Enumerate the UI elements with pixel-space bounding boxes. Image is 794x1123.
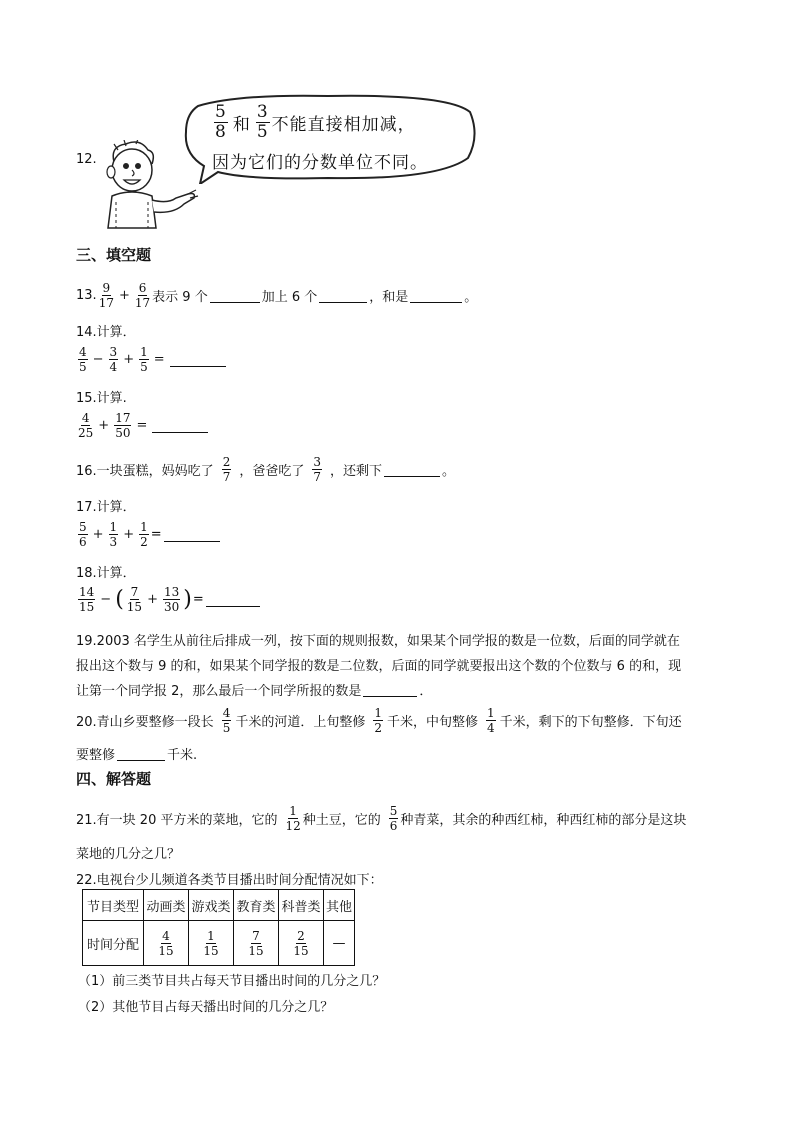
- fraction: $\frac{1}{4}$: [487, 706, 495, 735]
- question-15-label: 15.计算.: [76, 391, 127, 406]
- fraction: $\frac{1}{3}$: [109, 520, 118, 549]
- question-18-expression: $\frac{14}{15}$ − ( $\frac{7}{15}$ + $\frac{13}{30}$ ) =: [76, 586, 262, 613]
- question-22-sub1: （1）前三类节目共占每天节目播出时间的几分之几？: [78, 974, 386, 989]
- question-20-line1: 20.青山乡要整修一段长 $\frac{4}{5}$ 千米的河道．上旬整修 $\frac{1}{2}$ 千米，中旬整修 $\frac{1}{4}$ 千米，剩下的下旬整修．下旬还: [76, 706, 682, 735]
- speech-bubble-line1: [212, 104, 416, 141]
- question-21-line2: 菜地的几分之几？: [76, 847, 181, 862]
- question-21-line1: 21.有一块 20 平方米的菜地，它的 $\frac{1}{12}$ 种土豆，它的 $\frac{5}{6}$ 种青菜，其余的种西红柿，种西红柿的部分是这块: [76, 804, 687, 833]
- question-17-label: 17.计算．: [76, 500, 136, 515]
- question-22-sub2: （2）其他节目占每天播出时间的几分之几？: [78, 1000, 334, 1015]
- fraction: $\frac{3}{5}$: [256, 102, 269, 142]
- fraction: $\frac{5}{6}$: [389, 804, 398, 833]
- section-heading-answer: 四、解答题: [76, 770, 152, 788]
- fraction: $\frac{13}{30}$: [163, 585, 180, 614]
- question-18-label: 18.计算．: [76, 566, 136, 581]
- table-header-cell: 教育类: [234, 890, 279, 921]
- fraction: $\frac{1}{15}$: [203, 928, 219, 958]
- fraction: $\frac{4}{15}$: [158, 928, 174, 958]
- table-cell: [189, 921, 234, 966]
- speech-bubble-text: 不能直接相加减，: [271, 115, 416, 135]
- question-17-expression: $\frac{5}{6}$ + $\frac{1}{3}$ + $\frac{1}{2}$ =: [76, 521, 222, 548]
- fraction: $\frac{1}{2}$: [374, 706, 382, 735]
- question-20-line2: 要整修 千米.: [76, 748, 198, 763]
- table-cell: [144, 921, 189, 966]
- fraction: $\frac{9}{17}$: [98, 281, 114, 310]
- fraction: $\frac{7}{15}$: [126, 585, 143, 614]
- answer-blank[interactable]: [206, 592, 260, 607]
- q12-number: 12.: [76, 152, 97, 167]
- table-header-cell: 科普类: [279, 890, 324, 921]
- question-14-expression: $\frac{4}{5}$ − $\frac{3}{4}$ + $\frac{1}{5}$ =: [76, 346, 228, 373]
- answer-blank[interactable]: [170, 352, 226, 367]
- table-header-cell: 其他: [324, 890, 355, 921]
- fraction: $\frac{5}{8}$: [215, 102, 227, 142]
- table-row: [83, 921, 355, 966]
- section-heading-fill-in: 三、填空题: [76, 246, 152, 264]
- fraction: $\frac{3}{7}$: [313, 455, 321, 484]
- table-header-cell: 节目类型: [83, 890, 144, 921]
- answer-blank[interactable]: [410, 288, 462, 303]
- fraction: $\frac{5}{6}$: [79, 520, 87, 549]
- fraction: $\frac{17}{50}$: [115, 411, 131, 440]
- fraction: $\frac{3}{4}$: [109, 345, 118, 374]
- question-19-line1: 19.2003 名学生从前往后排成一列，按下面的规则报数，如果某个同学报的数是一位数，后面的同学就在: [76, 634, 680, 649]
- answer-blank[interactable]: [164, 527, 220, 542]
- table-header-cell: 动画类: [144, 890, 189, 921]
- question-14-label: 14.计算．: [76, 325, 136, 340]
- answer-blank[interactable]: [384, 462, 440, 477]
- program-time-table: [82, 889, 355, 966]
- table-header-cell: 游戏类: [189, 890, 234, 921]
- fraction: $\frac{1}{2}$: [140, 520, 148, 549]
- fraction: $\frac{4}{5}$: [222, 706, 231, 735]
- fraction: $\frac{14}{15}$: [79, 585, 95, 614]
- table-cell: [234, 921, 279, 966]
- question-16: 16.一块蛋糕，妈妈吃了 $\frac{2}{7}$ ，爸爸吃了 $\frac{3}{7}$ ，还剩下 。: [76, 455, 456, 484]
- fraction: $\frac{4}{25}$: [78, 411, 94, 440]
- fraction: $\frac{1}{12}$: [285, 804, 301, 833]
- fraction: $\frac{4}{5}$: [79, 345, 87, 374]
- answer-blank[interactable]: [363, 682, 417, 697]
- table-cell: —: [324, 921, 355, 966]
- fraction: $\frac{6}{17}$: [134, 281, 151, 310]
- question-19-line3: 让第一个同学报 2，那么最后一个同学所报的数是 ．: [76, 684, 433, 699]
- question-19-line2: 报出这个数与 9 的和，如果某个同学报的数是二位数，后面的同学就要报出这个数的个位数与 6 的和，现: [76, 659, 682, 674]
- question-15-expression: $\frac{4}{25}$ + $\frac{17}{50}$ =: [76, 412, 210, 439]
- fraction: $\frac{2}{15}$: [293, 928, 309, 958]
- table-row-label: 时间分配: [83, 921, 144, 966]
- answer-blank[interactable]: [152, 418, 208, 433]
- question-22-intro: 22.电视台少儿频道各类节目播出时间分配情况如下：: [76, 873, 383, 888]
- fraction: $\frac{7}{15}$: [248, 928, 264, 958]
- question-13: 13. $\frac{9}{17}$ + $\frac{6}{17}$ 表示 9 个 加上 6 个 ，和是 。: [76, 281, 478, 310]
- answer-blank[interactable]: [210, 288, 260, 303]
- answer-blank[interactable]: [319, 288, 367, 303]
- table-cell: [279, 921, 324, 966]
- speech-bubble-line2: 因为它们的分数单位不同。: [212, 153, 428, 173]
- answer-blank[interactable]: [117, 746, 165, 761]
- fraction: $\frac{2}{7}$: [222, 455, 231, 484]
- fraction: $\frac{1}{5}$: [140, 345, 148, 374]
- table-header-row: [83, 890, 355, 921]
- speech-bubble-and: 和: [232, 115, 251, 135]
